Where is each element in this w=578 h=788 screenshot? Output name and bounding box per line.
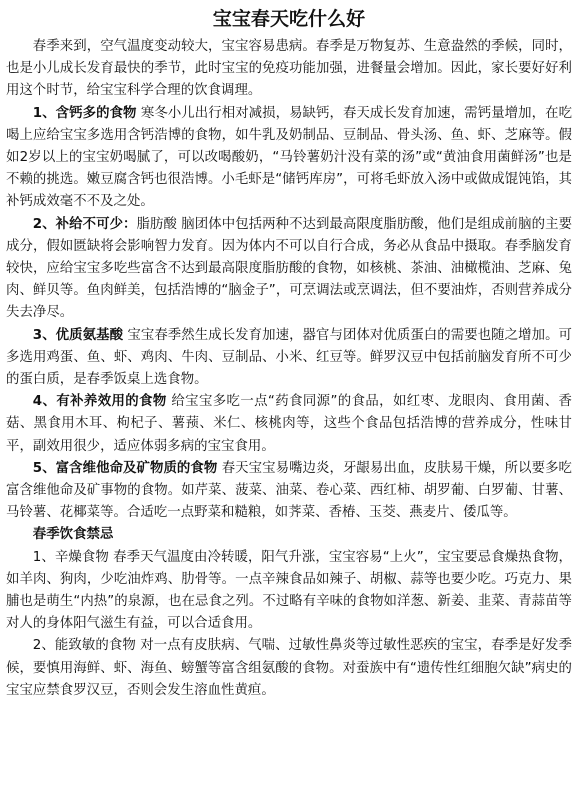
section-heading-5: 5、富含维他命及矿物质的食物 <box>32 460 218 476</box>
section-body-2: 脂肪酸 脑团体中包括两种不达到最高限度脂肪酸，他们是组成前脑的主要成分，假如匮缺将会影响智力发育。因为体内不可以自行合成，务必从食品中摄取。春季脑发育较快，应给宝宝多吃些富含不达到最高限度脂肪酸的食物，如核桃、茶油、油橄榄油、芝麻、兔肉、鲜贝等。鱼肉鲜美，包括浩博的“脑金子”，可烹调法或烹调法，但不要油炸，否则营养成分失去净尽。 <box>6 216 573 321</box>
section-paragraph-3 <box>6 325 572 392</box>
section-heading-4: 4、有补养效用的食物 <box>32 394 167 410</box>
section-paragraph-4 <box>6 391 572 458</box>
section-body-5: 春天宝宝易嘴边炎，牙龈易出血，皮肤易干燥，所以要多吃富含维他命及矿事物的食物。如芹菜、菠菜、油菜、卷心菜、西红柿、胡罗葡、白罗葡、甘薯、马铃薯、花椰菜等。合适吃一点野菜和糙粮，如荠菜、香椿、玉茭、燕麦片、倭瓜等。 <box>6 460 572 521</box>
section-heading-2: 2、补给不可少： <box>32 216 137 232</box>
section-paragraph-1 <box>6 103 572 214</box>
section-body-3: 宝宝春季然生成长发育加速，器官与团体对优质蛋白的需要也随之增加。可多选用鸡蛋、鱼、虾、鸡肉、牛肉、豆制品、小米、红豆等。鲜罗汉豆中包括前脑发育所不可少的蛋白质，是春季饭桌上选食物。 <box>6 327 572 388</box>
taboo-heading: 春季饮食禁忌 <box>32 527 114 543</box>
section-heading-1: 1、含钙多的食物 <box>32 105 137 121</box>
section-heading-3: 3、优质氨基酸 <box>32 327 124 343</box>
section-paragraph-2 <box>6 214 572 325</box>
article-title: 宝宝春天吃什么好 <box>212 8 366 30</box>
taboo-paragraph-1: 1、辛燥食物 春季天气温度由冷转暖，阳气升涨，宝宝容易“上火”，宝宝要忌食燥热食物，如羊肉、狗肉，少吃油炸鸡、肋骨等。一点辛辣食品如辣子、胡椒、蒜等也要少吃。巧克力、果脯也是萌生“内热”的泉源，也在忌食之列。不过略有辛味的食物如洋葱、新姜、韭菜、青蒜苗等对人的身体阳气滋生有益，可以合适食用。 <box>6 549 572 632</box>
section-paragraph-5 <box>6 458 572 525</box>
taboo-paragraph-2: 2、能致敏的食物 对一点有皮肤病、气喘、过敏性鼻炎等过敏性恶疾的宝宝，春季是好发季候，要慎用海鲜、虾、海鱼、螃蟹等富含组氨酸的食物。对蚕族中有“遗传性红细胞欠缺”病史的宝宝应禁食罗汉豆，否则会发生溶血性黄疸。 <box>6 638 572 698</box>
intro-paragraph: 春季来到，空气温度变动较大，宝宝容易患病。春季是万物复苏、生意盎然的季候，同时，也是小儿成长发育最快的季节，此时宝宝的免疫功能加强，进餐量会增加。因此，家长要好好利用这个时节，给宝宝科学合理的饮食调理。 <box>6 39 572 99</box>
section-body-1: 寒冬小儿出行相对减损，易缺钙，春天成长发育加速，需钙量增加，在吃喝上应给宝宝多选用含钙浩博的食物，如牛乳及奶制品、豆制品、骨头汤、鱼、虾、芝麻等。假如2岁以上的宝宝奶喝腻了，可以改喝酸奶，“马铃薯奶汁没有菜的汤”或“黄油食用菌鲜汤”也是不赖的挑选。嫩豆腐含钙也很浩博。小毛虾是“储钙库房”，可将毛虾放入汤中或做成馄饨馅，其补钙成效毫不不及之处。 <box>6 105 573 210</box>
section-body-4: 给宝宝多吃一点“药食同源”的食品，如红枣、龙眼肉、食用菌、香菇、黑食用木耳、枸杞子、薯蓣、米仁、核桃肉等，这些个食品包括浩博的营养成分，性味甘平，副效用很少，适应体弱多病的宝宝食用。 <box>6 394 572 454</box>
